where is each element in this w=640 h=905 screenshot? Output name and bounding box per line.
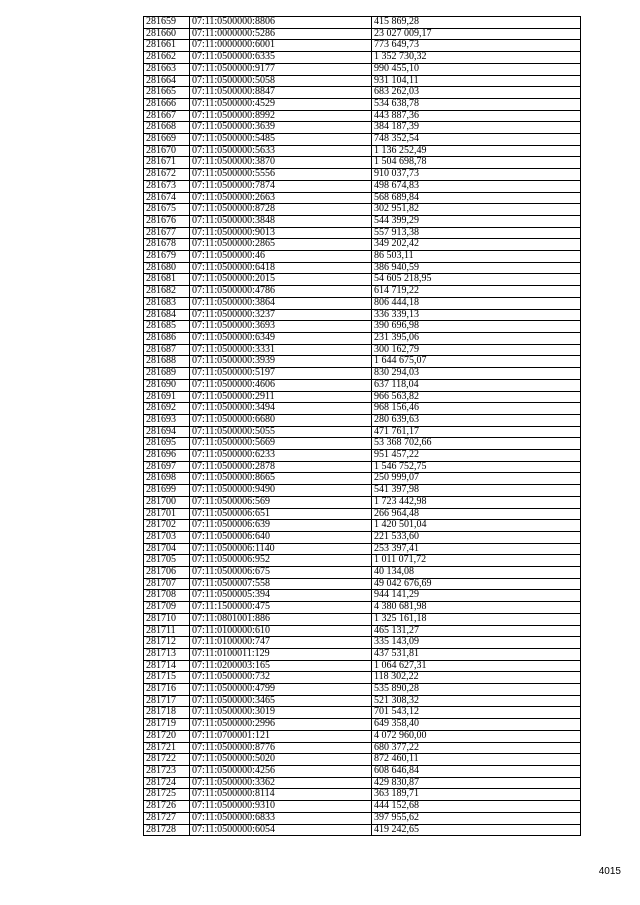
cadastral-number-cell: 07:11:0801001:886 bbox=[190, 613, 372, 625]
cadastral-number-cell: 07:11:0100000:747 bbox=[190, 637, 372, 649]
cadastral-value-cell: 465 131,27 bbox=[372, 625, 581, 637]
row-number-cell: 281673 bbox=[144, 180, 190, 192]
row-number-cell: 281677 bbox=[144, 227, 190, 239]
cadastral-number-cell: 07:11:0500000:5197 bbox=[190, 368, 372, 380]
row-number-cell: 281694 bbox=[144, 426, 190, 438]
cadastral-value-cell: 54 605 218,95 bbox=[372, 274, 581, 286]
cadastral-number-cell: 07:11:0500000:3019 bbox=[190, 707, 372, 719]
cadastral-value-cell: 534 638,78 bbox=[372, 98, 581, 110]
row-number-cell: 281688 bbox=[144, 356, 190, 368]
cadastral-value-cell: 614 719,22 bbox=[372, 286, 581, 298]
cadastral-value-cell: 1 064 627,31 bbox=[372, 660, 581, 672]
row-number-cell: 281705 bbox=[144, 555, 190, 567]
cadastral-number-cell: 07:11:0500005:394 bbox=[190, 590, 372, 602]
cadastral-value-cell: 349 202,42 bbox=[372, 239, 581, 251]
row-number-cell: 281710 bbox=[144, 613, 190, 625]
cadastral-value-cell: 415 869,28 bbox=[372, 17, 581, 29]
cadastral-value-cell: 1 546 752,75 bbox=[372, 461, 581, 473]
cadastral-number-cell: 07:11:0500000:3939 bbox=[190, 356, 372, 368]
row-number-cell: 281702 bbox=[144, 520, 190, 532]
row-number-cell: 281676 bbox=[144, 215, 190, 227]
cadastral-value-cell: 231 395,06 bbox=[372, 332, 581, 344]
cadastral-value-cell: 300 162,79 bbox=[372, 344, 581, 356]
table-row bbox=[144, 274, 581, 286]
row-number-cell: 281701 bbox=[144, 508, 190, 520]
table-row bbox=[144, 648, 581, 660]
row-number-cell: 281723 bbox=[144, 766, 190, 778]
cadastral-value-cell: 608 646,84 bbox=[372, 766, 581, 778]
cadastral-number-cell: 07:11:0500007:558 bbox=[190, 578, 372, 590]
row-number-cell: 281671 bbox=[144, 157, 190, 169]
row-number-cell: 281695 bbox=[144, 438, 190, 450]
row-number-cell: 281699 bbox=[144, 485, 190, 497]
cadastral-value-cell: 968 156,46 bbox=[372, 403, 581, 415]
cadastral-number-cell: 07:11:0500000:6680 bbox=[190, 414, 372, 426]
row-number-cell: 281672 bbox=[144, 169, 190, 181]
table-row bbox=[144, 52, 581, 64]
cadastral-value-cell: 649 358,40 bbox=[372, 719, 581, 731]
cadastral-number-cell: 07:11:0000000:6001 bbox=[190, 40, 372, 52]
cadastral-number-cell: 07:11:0500000:3848 bbox=[190, 215, 372, 227]
table-row bbox=[144, 801, 581, 813]
table-body bbox=[144, 17, 581, 836]
cadastral-number-cell: 07:11:0500006:675 bbox=[190, 567, 372, 579]
row-number-cell: 281663 bbox=[144, 63, 190, 75]
cadastral-value-cell: 541 397,98 bbox=[372, 485, 581, 497]
cadastral-value-cell: 990 455,10 bbox=[372, 63, 581, 75]
row-number-cell: 281659 bbox=[144, 17, 190, 29]
cadastral-value-cell: 437 531,81 bbox=[372, 648, 581, 660]
cadastral-number-cell: 07:11:0500000:4786 bbox=[190, 286, 372, 298]
row-number-cell: 281669 bbox=[144, 134, 190, 146]
cadastral-value-cell: 637 118,04 bbox=[372, 379, 581, 391]
cadastral-number-cell: 07:11:0500006:569 bbox=[190, 496, 372, 508]
row-number-cell: 281660 bbox=[144, 28, 190, 40]
table-row bbox=[144, 496, 581, 508]
row-number-cell: 281665 bbox=[144, 87, 190, 99]
cadastral-number-cell: 07:11:0100011:129 bbox=[190, 648, 372, 660]
cadastral-value-cell: 444 152,68 bbox=[372, 801, 581, 813]
row-number-cell: 281683 bbox=[144, 297, 190, 309]
row-number-cell: 281722 bbox=[144, 754, 190, 766]
table-row bbox=[144, 754, 581, 766]
cadastral-number-cell: 07:11:0500000:6418 bbox=[190, 262, 372, 274]
cadastral-number-cell: 07:11:0500000:3331 bbox=[190, 344, 372, 356]
cadastral-number-cell: 07:11:0500000:5058 bbox=[190, 75, 372, 87]
cadastral-number-cell: 07:11:0500000:2663 bbox=[190, 192, 372, 204]
cadastral-number-cell: 07:11:0500000:8728 bbox=[190, 204, 372, 216]
cadastral-number-cell: 07:11:0500000:5556 bbox=[190, 169, 372, 181]
cadastral-value-cell: 335 143,09 bbox=[372, 637, 581, 649]
cadastral-value-cell: 397 955,62 bbox=[372, 812, 581, 824]
table-row bbox=[144, 567, 581, 579]
table-row bbox=[144, 485, 581, 497]
table-row bbox=[144, 473, 581, 485]
cadastral-value-cell: 384 187,39 bbox=[372, 122, 581, 134]
table-row bbox=[144, 450, 581, 462]
cadastral-value-cell: 1 420 501,04 bbox=[372, 520, 581, 532]
cadastral-number-cell: 07:11:0500000:9310 bbox=[190, 801, 372, 813]
cadastral-value-cell: 4 072 960,00 bbox=[372, 730, 581, 742]
row-number-cell: 281697 bbox=[144, 461, 190, 473]
cadastral-number-cell: 07:11:0500000:9490 bbox=[190, 485, 372, 497]
cadastral-value-cell: 1 352 730,32 bbox=[372, 52, 581, 64]
row-number-cell: 281689 bbox=[144, 368, 190, 380]
table-row bbox=[144, 192, 581, 204]
table-row bbox=[144, 637, 581, 649]
row-number-cell: 281670 bbox=[144, 145, 190, 157]
cadastral-number-cell: 07:11:0500000:8847 bbox=[190, 87, 372, 99]
table-row bbox=[144, 368, 581, 380]
row-number-cell: 281687 bbox=[144, 344, 190, 356]
table-row bbox=[144, 684, 581, 696]
table-row bbox=[144, 239, 581, 251]
table-row bbox=[144, 555, 581, 567]
table-row bbox=[144, 169, 581, 181]
table-row bbox=[144, 625, 581, 637]
row-number-cell: 281720 bbox=[144, 730, 190, 742]
cadastral-value-cell: 498 674,83 bbox=[372, 180, 581, 192]
cadastral-value-table bbox=[143, 16, 581, 836]
table-row bbox=[144, 227, 581, 239]
cadastral-value-cell: 680 377,22 bbox=[372, 742, 581, 754]
table-row bbox=[144, 344, 581, 356]
table-row bbox=[144, 707, 581, 719]
cadastral-number-cell: 07:11:0500000:732 bbox=[190, 672, 372, 684]
table-row bbox=[144, 426, 581, 438]
row-number-cell: 281692 bbox=[144, 403, 190, 415]
cadastral-value-cell: 386 940,59 bbox=[372, 262, 581, 274]
table-row bbox=[144, 87, 581, 99]
table-row bbox=[144, 262, 581, 274]
cadastral-number-cell: 07:11:0500000:6833 bbox=[190, 812, 372, 824]
table-row bbox=[144, 75, 581, 87]
cadastral-value-cell: 521 308,32 bbox=[372, 695, 581, 707]
cadastral-value-cell: 253 397,41 bbox=[372, 543, 581, 555]
cadastral-value-cell: 568 689,84 bbox=[372, 192, 581, 204]
cadastral-number-cell: 07:11:0500000:4799 bbox=[190, 684, 372, 696]
cadastral-number-cell: 07:11:1500000:475 bbox=[190, 602, 372, 614]
cadastral-number-cell: 07:11:0500000:5633 bbox=[190, 145, 372, 157]
cadastral-number-cell: 07:11:0500000:8665 bbox=[190, 473, 372, 485]
cadastral-number-cell: 07:11:0500006:952 bbox=[190, 555, 372, 567]
table-row bbox=[144, 110, 581, 122]
cadastral-number-cell: 07:11:0500000:3693 bbox=[190, 321, 372, 333]
cadastral-number-cell: 07:11:0500000:8776 bbox=[190, 742, 372, 754]
table-row bbox=[144, 719, 581, 731]
cadastral-number-cell: 07:11:0500000:6233 bbox=[190, 450, 372, 462]
cadastral-value-cell: 1 504 698,78 bbox=[372, 157, 581, 169]
cadastral-number-cell: 07:11:0100000:610 bbox=[190, 625, 372, 637]
table-row bbox=[144, 297, 581, 309]
table-row bbox=[144, 824, 581, 836]
cadastral-value-cell: 806 444,18 bbox=[372, 297, 581, 309]
cadastral-number-cell: 07:11:0500000:8114 bbox=[190, 789, 372, 801]
cadastral-value-cell: 830 294,03 bbox=[372, 368, 581, 380]
cadastral-value-cell: 266 964,48 bbox=[372, 508, 581, 520]
row-number-cell: 281661 bbox=[144, 40, 190, 52]
table-row bbox=[144, 321, 581, 333]
cadastral-number-cell: 07:11:0500000:6335 bbox=[190, 52, 372, 64]
table-row bbox=[144, 438, 581, 450]
table-row bbox=[144, 613, 581, 625]
cadastral-number-cell: 07:11:0500000:7874 bbox=[190, 180, 372, 192]
cadastral-number-cell: 07:11:0500000:2911 bbox=[190, 391, 372, 403]
row-number-cell: 281707 bbox=[144, 578, 190, 590]
row-number-cell: 281684 bbox=[144, 309, 190, 321]
cadastral-value-cell: 363 189,71 bbox=[372, 789, 581, 801]
cadastral-value-cell: 748 352,54 bbox=[372, 134, 581, 146]
row-number-cell: 281717 bbox=[144, 695, 190, 707]
table-row bbox=[144, 332, 581, 344]
cadastral-number-cell: 07:11:0500000:3870 bbox=[190, 157, 372, 169]
row-number-cell: 281726 bbox=[144, 801, 190, 813]
table-row bbox=[144, 789, 581, 801]
cadastral-value-cell: 1 136 252,49 bbox=[372, 145, 581, 157]
table-row bbox=[144, 98, 581, 110]
table-row bbox=[144, 180, 581, 192]
table-row bbox=[144, 145, 581, 157]
cadastral-value-cell: 250 999,07 bbox=[372, 473, 581, 485]
row-number-cell: 281713 bbox=[144, 648, 190, 660]
cadastral-number-cell: 07:11:0500000:4529 bbox=[190, 98, 372, 110]
row-number-cell: 281666 bbox=[144, 98, 190, 110]
table-row bbox=[144, 356, 581, 368]
cadastral-value-cell: 419 242,65 bbox=[372, 824, 581, 836]
cadastral-value-cell: 302 951,82 bbox=[372, 204, 581, 216]
row-number-cell: 281685 bbox=[144, 321, 190, 333]
cadastral-number-cell: 07:11:0500000:2015 bbox=[190, 274, 372, 286]
cadastral-number-cell: 07:11:0500000:3494 bbox=[190, 403, 372, 415]
cadastral-number-cell: 07:11:0500000:4256 bbox=[190, 766, 372, 778]
row-number-cell: 281715 bbox=[144, 672, 190, 684]
cadastral-number-cell: 07:11:0500006:640 bbox=[190, 531, 372, 543]
row-number-cell: 281700 bbox=[144, 496, 190, 508]
cadastral-value-cell: 535 890,28 bbox=[372, 684, 581, 696]
row-number-cell: 281716 bbox=[144, 684, 190, 696]
row-number-cell: 281711 bbox=[144, 625, 190, 637]
cadastral-number-cell: 07:11:0500000:3864 bbox=[190, 297, 372, 309]
cadastral-number-cell: 07:11:0500000:3639 bbox=[190, 122, 372, 134]
cadastral-number-cell: 07:11:0500000:3237 bbox=[190, 309, 372, 321]
cadastral-number-cell: 07:11:0500006:651 bbox=[190, 508, 372, 520]
table-row bbox=[144, 391, 581, 403]
table-row bbox=[144, 379, 581, 391]
row-number-cell: 281693 bbox=[144, 414, 190, 426]
row-number-cell: 281727 bbox=[144, 812, 190, 824]
cadastral-number-cell: 07:11:0000000:5286 bbox=[190, 28, 372, 40]
table-row bbox=[144, 414, 581, 426]
table-row bbox=[144, 286, 581, 298]
row-number-cell: 281714 bbox=[144, 660, 190, 672]
table-row bbox=[144, 766, 581, 778]
row-number-cell: 281667 bbox=[144, 110, 190, 122]
cadastral-value-cell: 773 649,73 bbox=[372, 40, 581, 52]
table-row bbox=[144, 63, 581, 75]
cadastral-number-cell: 07:11:0500000:9013 bbox=[190, 227, 372, 239]
cadastral-value-cell: 544 399,29 bbox=[372, 215, 581, 227]
table-row bbox=[144, 40, 581, 52]
cadastral-value-cell: 1 325 161,18 bbox=[372, 613, 581, 625]
row-number-cell: 281696 bbox=[144, 450, 190, 462]
table-row bbox=[144, 777, 581, 789]
row-number-cell: 281664 bbox=[144, 75, 190, 87]
table-row bbox=[144, 543, 581, 555]
cadastral-value-cell: 23 027 009,17 bbox=[372, 28, 581, 40]
table-row bbox=[144, 508, 581, 520]
cadastral-value-cell: 1 644 675,07 bbox=[372, 356, 581, 368]
table-row bbox=[144, 520, 581, 532]
table-row bbox=[144, 730, 581, 742]
table-row bbox=[144, 28, 581, 40]
cadastral-value-cell: 557 913,38 bbox=[372, 227, 581, 239]
row-number-cell: 281682 bbox=[144, 286, 190, 298]
cadastral-value-cell: 49 042 676,69 bbox=[372, 578, 581, 590]
table-row bbox=[144, 695, 581, 707]
cadastral-number-cell: 07:11:0500000:3362 bbox=[190, 777, 372, 789]
cadastral-number-cell: 07:11:0500006:1140 bbox=[190, 543, 372, 555]
cadastral-value-cell: 910 037,73 bbox=[372, 169, 581, 181]
row-number-cell: 281662 bbox=[144, 52, 190, 64]
cadastral-number-cell: 07:11:0500000:6054 bbox=[190, 824, 372, 836]
cadastral-value-cell: 471 761,17 bbox=[372, 426, 581, 438]
row-number-cell: 281724 bbox=[144, 777, 190, 789]
table-row bbox=[144, 602, 581, 614]
cadastral-value-cell: 683 262,03 bbox=[372, 87, 581, 99]
table-row bbox=[144, 215, 581, 227]
cadastral-number-cell: 07:11:0500000:5669 bbox=[190, 438, 372, 450]
cadastral-value-cell: 4 380 681,98 bbox=[372, 602, 581, 614]
cadastral-value-cell: 872 460,11 bbox=[372, 754, 581, 766]
row-number-cell: 281704 bbox=[144, 543, 190, 555]
cadastral-value-cell: 429 830,87 bbox=[372, 777, 581, 789]
cadastral-number-cell: 07:11:0700001:121 bbox=[190, 730, 372, 742]
row-number-cell: 281679 bbox=[144, 251, 190, 263]
cadastral-number-cell: 07:11:0500000:5020 bbox=[190, 754, 372, 766]
table-row bbox=[144, 742, 581, 754]
cadastral-value-cell: 221 533,60 bbox=[372, 531, 581, 543]
cadastral-value-cell: 701 543,12 bbox=[372, 707, 581, 719]
cadastral-value-cell: 118 302,22 bbox=[372, 672, 581, 684]
table-row bbox=[144, 403, 581, 415]
cadastral-value-cell: 86 503,11 bbox=[372, 251, 581, 263]
table-row bbox=[144, 812, 581, 824]
cadastral-value-cell: 336 339,13 bbox=[372, 309, 581, 321]
table-row bbox=[144, 578, 581, 590]
row-number-cell: 281690 bbox=[144, 379, 190, 391]
table-row bbox=[144, 157, 581, 169]
cadastral-value-cell: 53 368 702,66 bbox=[372, 438, 581, 450]
row-number-cell: 281691 bbox=[144, 391, 190, 403]
cadastral-value-cell: 443 887,36 bbox=[372, 110, 581, 122]
cadastral-number-cell: 07:11:0500000:9177 bbox=[190, 63, 372, 75]
cadastral-number-cell: 07:11:0500000:8806 bbox=[190, 17, 372, 29]
row-number-cell: 281725 bbox=[144, 789, 190, 801]
table-row bbox=[144, 531, 581, 543]
table-row bbox=[144, 590, 581, 602]
cadastral-value-cell: 390 696,98 bbox=[372, 321, 581, 333]
cadastral-value-cell: 951 457,22 bbox=[372, 450, 581, 462]
cadastral-number-cell: 07:11:0500000:2865 bbox=[190, 239, 372, 251]
cadastral-value-cell: 966 563,82 bbox=[372, 391, 581, 403]
cadastral-value-cell: 1 011 071,72 bbox=[372, 555, 581, 567]
cadastral-number-cell: 07:11:0500000:4606 bbox=[190, 379, 372, 391]
row-number-cell: 281686 bbox=[144, 332, 190, 344]
row-number-cell: 281698 bbox=[144, 473, 190, 485]
table-row bbox=[144, 251, 581, 263]
cadastral-number-cell: 07:11:0500000:2996 bbox=[190, 719, 372, 731]
row-number-cell: 281675 bbox=[144, 204, 190, 216]
row-number-cell: 281712 bbox=[144, 637, 190, 649]
row-number-cell: 281680 bbox=[144, 262, 190, 274]
page-number: 4015 bbox=[598, 866, 621, 877]
table-row bbox=[144, 204, 581, 216]
cadastral-value-cell: 280 639,63 bbox=[372, 414, 581, 426]
row-number-cell: 281719 bbox=[144, 719, 190, 731]
row-number-cell: 281728 bbox=[144, 824, 190, 836]
cadastral-number-cell: 07:11:0500000:3465 bbox=[190, 695, 372, 707]
row-number-cell: 281668 bbox=[144, 122, 190, 134]
cadastral-number-cell: 07:11:0500000:6349 bbox=[190, 332, 372, 344]
cadastral-number-cell: 07:11:0500000:5485 bbox=[190, 134, 372, 146]
cadastral-number-cell: 07:11:0200003:165 bbox=[190, 660, 372, 672]
row-number-cell: 281718 bbox=[144, 707, 190, 719]
table-row bbox=[144, 461, 581, 473]
cadastral-value-cell: 931 104,11 bbox=[372, 75, 581, 87]
table-row bbox=[144, 309, 581, 321]
table-row bbox=[144, 134, 581, 146]
row-number-cell: 281706 bbox=[144, 567, 190, 579]
cadastral-value-cell: 1 723 442,98 bbox=[372, 496, 581, 508]
row-number-cell: 281678 bbox=[144, 239, 190, 251]
row-number-cell: 281674 bbox=[144, 192, 190, 204]
row-number-cell: 281709 bbox=[144, 602, 190, 614]
cadastral-value-cell: 944 141,29 bbox=[372, 590, 581, 602]
row-number-cell: 281708 bbox=[144, 590, 190, 602]
cadastral-number-cell: 07:11:0500006:639 bbox=[190, 520, 372, 532]
row-number-cell: 281681 bbox=[144, 274, 190, 286]
row-number-cell: 281721 bbox=[144, 742, 190, 754]
cadastral-number-cell: 07:11:0500000:8992 bbox=[190, 110, 372, 122]
table-row bbox=[144, 672, 581, 684]
table-row bbox=[144, 660, 581, 672]
cadastral-value-cell: 40 134,08 bbox=[372, 567, 581, 579]
table-row bbox=[144, 122, 581, 134]
cadastral-number-cell: 07:11:0500000:46 bbox=[190, 251, 372, 263]
cadastral-number-cell: 07:11:0500000:5055 bbox=[190, 426, 372, 438]
cadastral-number-cell: 07:11:0500000:2878 bbox=[190, 461, 372, 473]
table-row bbox=[144, 17, 581, 29]
row-number-cell: 281703 bbox=[144, 531, 190, 543]
